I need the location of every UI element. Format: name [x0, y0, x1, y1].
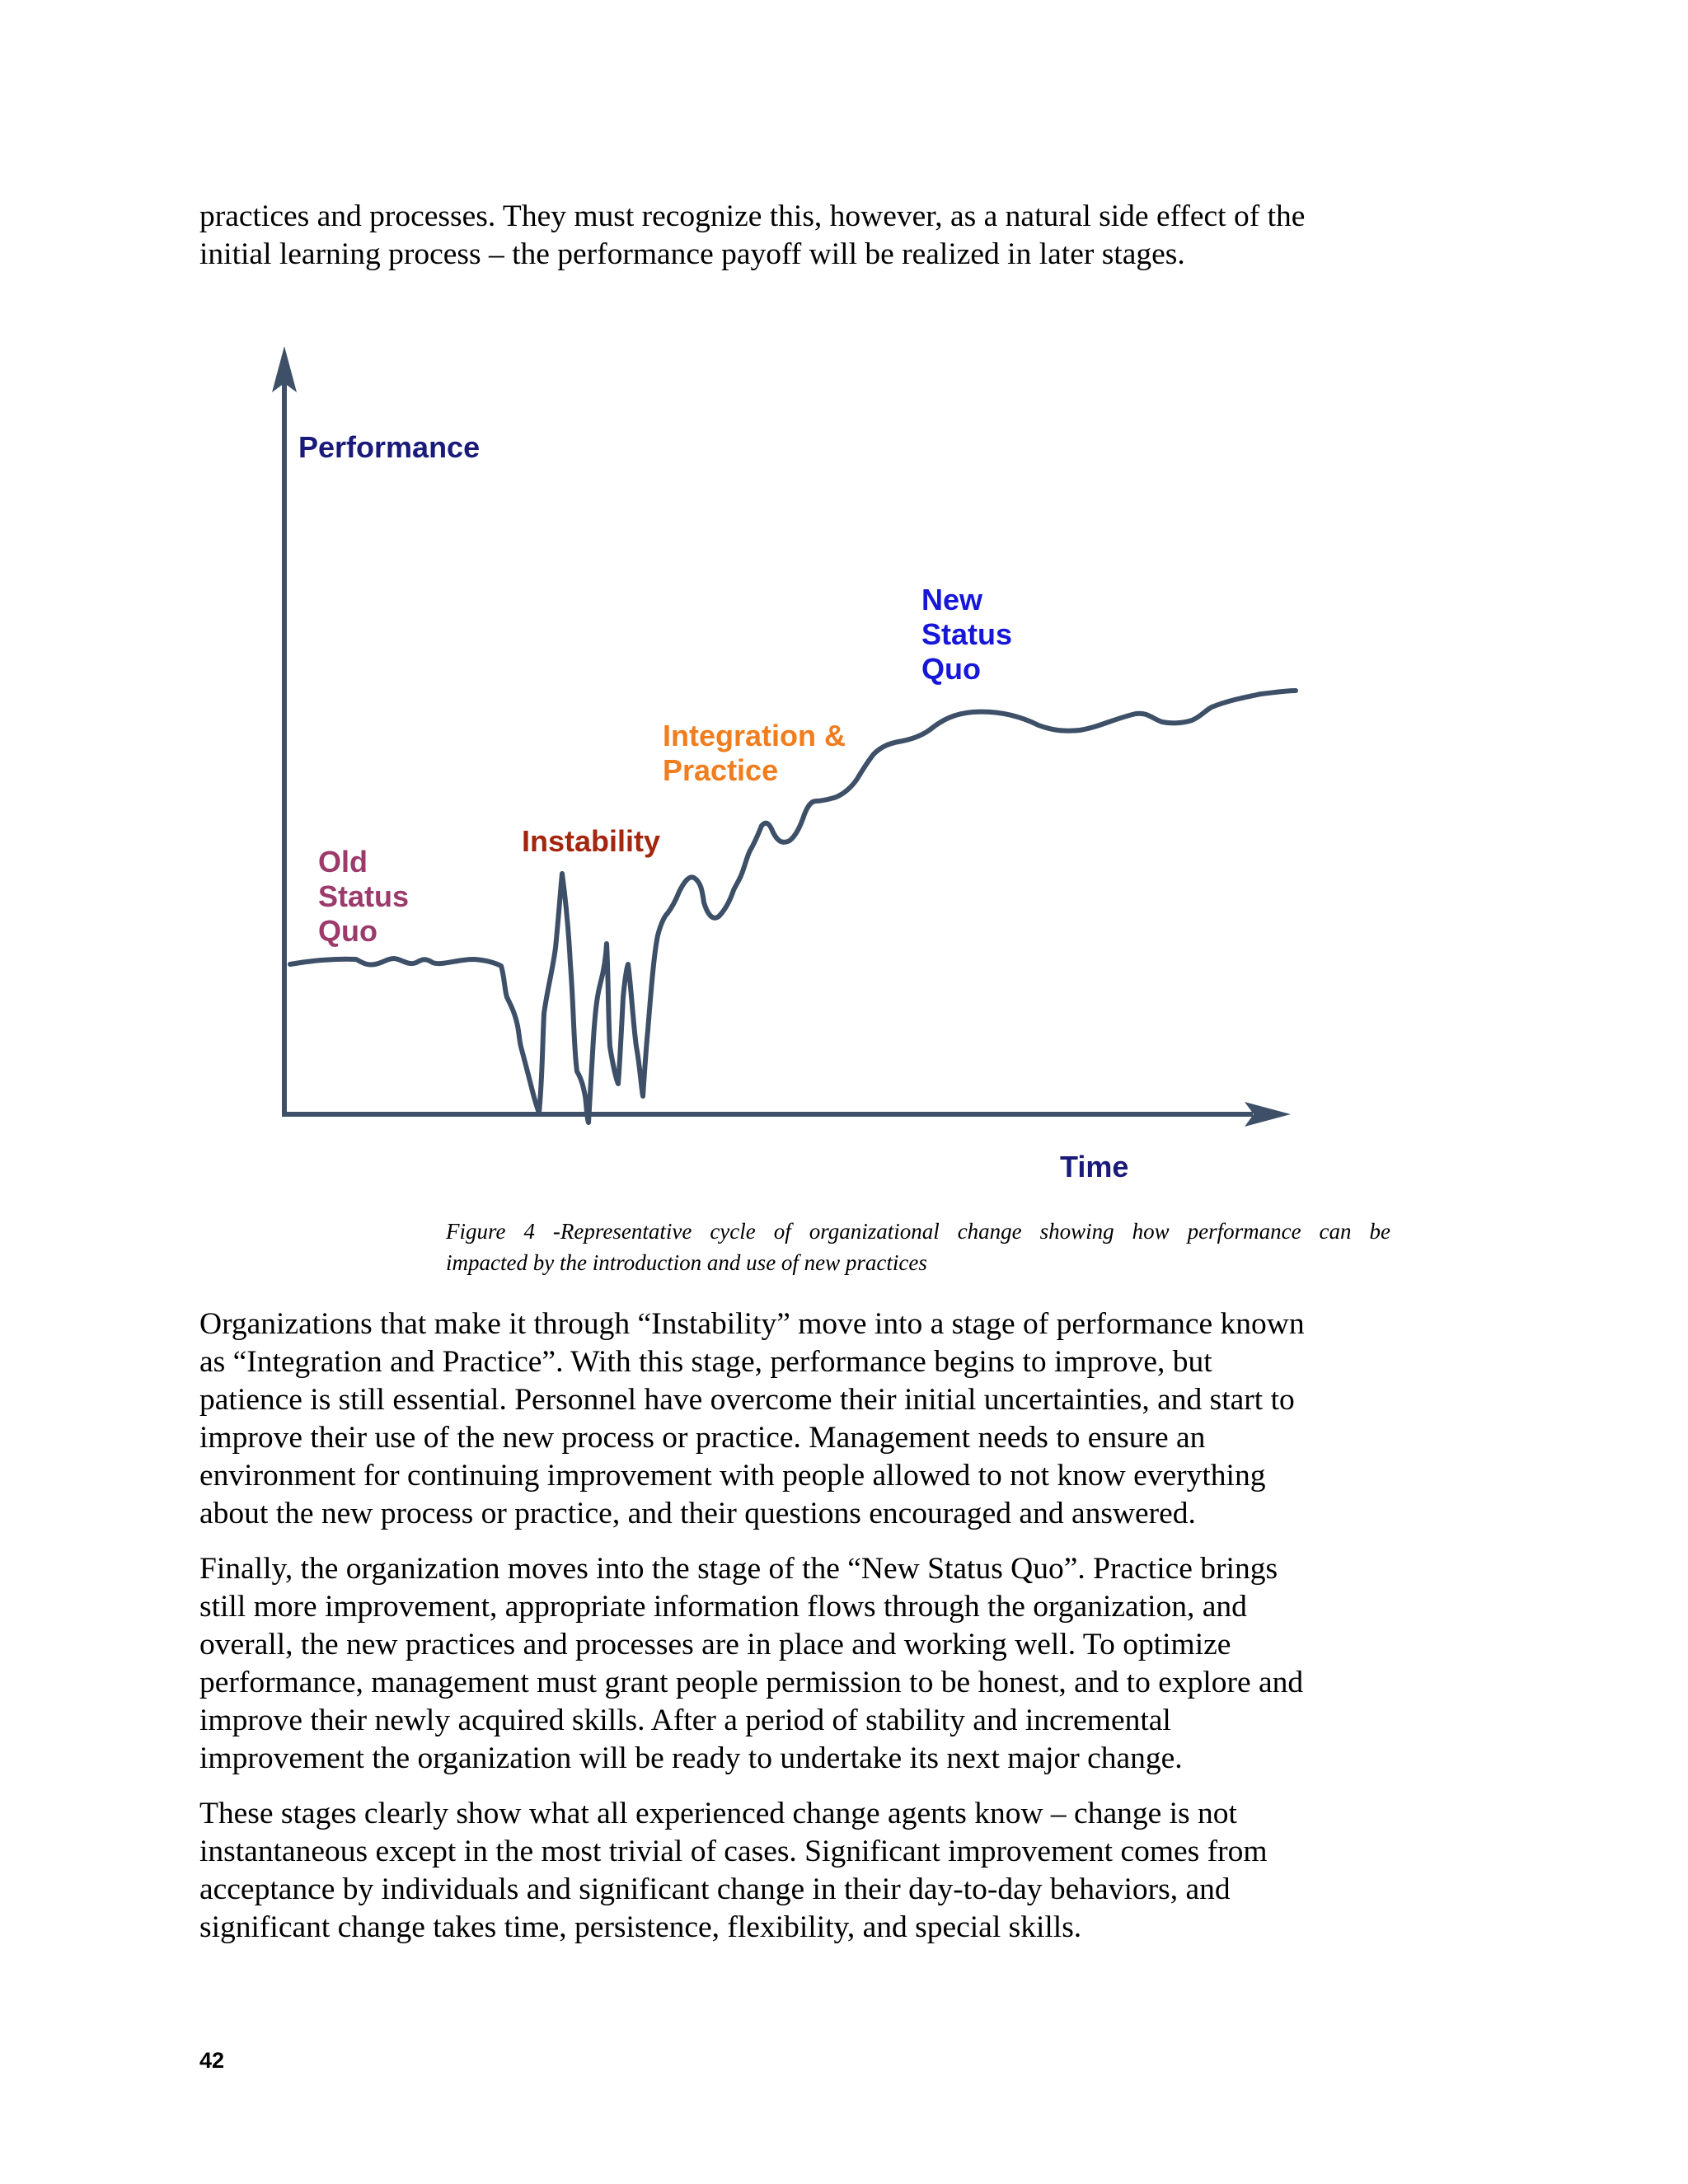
label-line: Status: [318, 879, 410, 913]
label-line: Quo: [318, 914, 377, 948]
figure-caption: [446, 1216, 1390, 1278]
stages-summary-paragraph: [199, 1795, 1403, 1947]
label-line: Practice: [663, 753, 779, 787]
integration-practice-label: [663, 719, 846, 788]
text-line: performance, management must grant people permission to be honest, and to explore and: [199, 1666, 1304, 1699]
text-line: These stages clearly show what all experienced change agents know – change is not: [199, 1797, 1237, 1830]
label-line: New: [921, 583, 983, 616]
text-line: acceptance by individuals and significant change in their day-to-day behaviors, and: [199, 1872, 1231, 1906]
text-line: patience is still essential. Personnel have overcome their initial uncertainties, and start to: [199, 1383, 1295, 1417]
text-line: about the new process or practice, and their questions encouraged and answered.: [199, 1497, 1196, 1530]
label-line: Old: [318, 845, 368, 879]
text-line: Organizations that make it through “Instability” move into a stage of performance known: [199, 1307, 1305, 1341]
instability-label: Instability: [522, 824, 661, 858]
old-status-quo-label: [318, 845, 409, 949]
label-line: Integration &: [663, 719, 846, 752]
new-status-quo-label: [921, 583, 1012, 687]
text-line: overall, the new practices and processes are in place and working well. To optimize: [199, 1628, 1231, 1661]
y-axis: [272, 346, 297, 1114]
x-axis: [282, 1102, 1291, 1127]
y-axis-label: Performance: [298, 430, 481, 464]
text-line: improve their newly acquired skills. After a period of stability and incremental: [199, 1704, 1171, 1737]
text-line: practices and processes. They must recognize this, however, as a natural side effect of the: [199, 199, 1306, 233]
caption-line: Figure 4 -Representative cycle of organizational change showing how performance can be: [446, 1219, 1390, 1244]
text-line: initial learning process – the performance payoff will be realized in later stages.: [199, 237, 1185, 271]
text-line: improvement the organization will be ready to undertake its next major change.: [199, 1741, 1183, 1775]
text-line: environment for continuing improvement with people allowed to not know everything: [199, 1459, 1266, 1493]
text-line: Finally, the organization moves into the stage of the “New Status Quo”. Practice brings: [199, 1552, 1278, 1586]
label-line: Status: [921, 617, 1013, 651]
text-line: still more improvement, appropriate information flows through the organization, and: [199, 1590, 1247, 1624]
caption-line: impacted by the introduction and use of new practices: [446, 1250, 927, 1275]
text-line: improve their use of the new process or practice. Management needs to ensure an: [199, 1421, 1206, 1455]
integration-paragraph: [199, 1305, 1403, 1533]
label-line: Quo: [921, 652, 981, 686]
text-line: as “Integration and Practice”. With this stage, performance begins to improve, but: [199, 1345, 1212, 1379]
x-axis-label: Time: [1060, 1150, 1129, 1183]
text-line: significant change takes time, persistence, flexibility, and special skills.: [199, 1910, 1082, 1944]
new-status-quo-paragraph: [199, 1550, 1403, 1778]
text-line: instantaneous except in the most trivial of cases. Significant improvement comes from: [199, 1835, 1268, 1868]
page-number: 42: [199, 2048, 225, 2073]
